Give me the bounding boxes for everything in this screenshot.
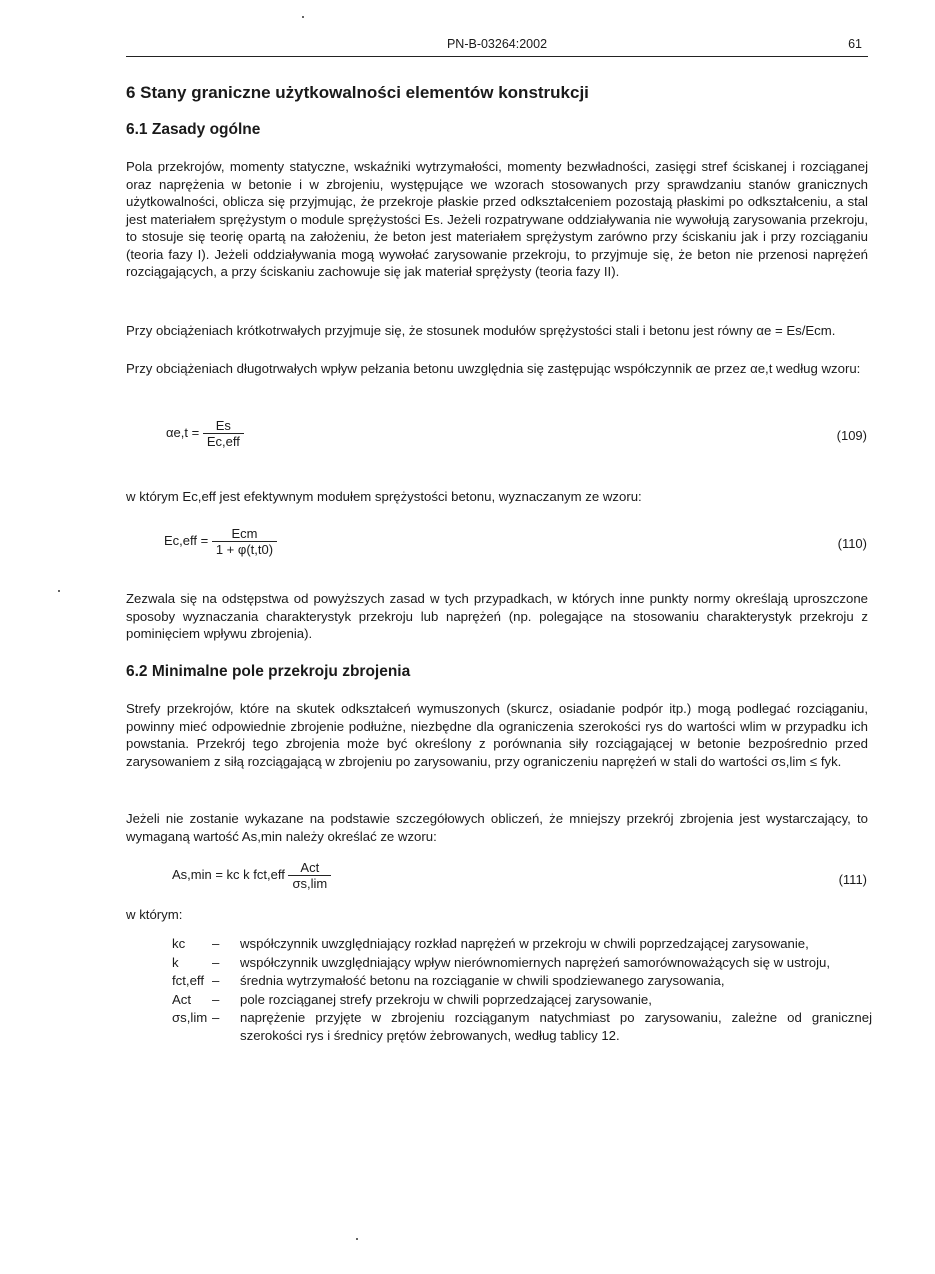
equation-111-number: (111) bbox=[838, 872, 867, 887]
eq110-numerator: Ecm bbox=[212, 526, 277, 542]
eq110-lhs: Ec,eff = bbox=[164, 532, 209, 548]
definition-text: naprężenie przyjęte w zbrojeniu rozciąganym natychmiast po zarysowaniu, zależne od granicznej szerokości rys i średnicy prętów żebrowanych, według tablicy 12. bbox=[240, 1010, 872, 1043]
eq110-denominator: 1 + φ(t,t0) bbox=[215, 542, 274, 557]
definition-text: pole rozciąganej strefy przekroju w chwili poprzedzającej zarysowanie, bbox=[240, 991, 652, 1007]
eq111-denominator: σs,lim bbox=[292, 876, 328, 891]
equation-110-number: (110) bbox=[837, 536, 867, 551]
definition-text: współczynnik uwzględniający wpływ nierównomiernych naprężeń samorównoważących się w ustroju, bbox=[240, 954, 831, 970]
definition-dash: – bbox=[212, 991, 220, 1007]
definition-text: średnia wytrzymałość betonu na rozciąganie w chwili spodziewanego zarysowania, bbox=[240, 973, 725, 988]
definition-symbol: Act bbox=[172, 991, 192, 1007]
scan-speck bbox=[58, 590, 60, 592]
definition-item bbox=[172, 935, 872, 953]
eq111-lhs: As,min = kc k fct,eff bbox=[172, 866, 285, 882]
eq109-lhs: αe,t = bbox=[166, 424, 200, 440]
definition-item bbox=[172, 972, 872, 990]
section-6-1-paragraph-3: Zezwala się na odstępstwa od powyższych zasad w tych przypadkach, w których inne punkty normy określają uproszczone sposoby wyznaczania charakterystyk przekroju lub naprężeń (np. polegające na stosowaniu charakterystyk przekroju z pominięciem wpływu zbrojenia). bbox=[126, 591, 868, 641]
scan-speck bbox=[356, 1238, 358, 1240]
eq111-numerator: Act bbox=[288, 860, 331, 876]
section-6-title: 6 Stany graniczne użytkowalności elementów konstrukcji bbox=[126, 83, 589, 102]
eq109-fraction bbox=[203, 418, 244, 449]
section-6-1-where-1: w którym Ec,eff jest efektywnym modułem sprężystości betonu, wyznaczanym ze wzoru: bbox=[126, 489, 642, 504]
eq109-numerator: Es bbox=[203, 418, 244, 434]
definition-symbol: σs,lim bbox=[172, 1010, 208, 1025]
section-6-2-title: 6.2 Minimalne pole przekroju zbrojenia bbox=[126, 663, 411, 680]
section-6-1-title: 6.1 Zasady ogólne bbox=[126, 121, 261, 138]
header-rule bbox=[126, 56, 868, 57]
eq111-fraction bbox=[288, 860, 331, 891]
page-header bbox=[126, 36, 868, 56]
eq109-denominator: Ec,eff bbox=[206, 434, 240, 449]
scan-speck bbox=[302, 16, 304, 18]
standard-code: PN-B-03264:2002 bbox=[446, 37, 548, 51]
equation-110 bbox=[164, 526, 277, 557]
equation-109 bbox=[166, 418, 244, 449]
equation-109-number: (109) bbox=[836, 428, 867, 443]
eq110-fraction bbox=[212, 526, 277, 557]
definition-symbol: kc bbox=[172, 936, 186, 951]
definition-text: współczynnik uwzględniający rozkład naprężeń w przekroju w chwili poprzedzającej zarysowanie, bbox=[240, 936, 809, 951]
section-6-2-paragraph-1: Strefy przekrojów, które na skutek odkształceń wymuszonych (skurcz, osiadanie podpór itp.) mogą podlegać rozciąganiu, powinny mieć odpowiednie zbrojenie podłużne, niezbędne dla ograniczenia szerokości rys do wartości wlim w przypadku ich powstania. Przekrój tego zbrojenia może być określony z porównania siły rozciągającej w betonie bezpośrednio przed zarysowaniem z siłą rozciągającą w zbrojeniu po zarysowaniu, przy ograniczeniu naprężeń w stali do wartości σs,lim ≤ fyk. bbox=[126, 701, 868, 769]
section-6-1-paragraph-1: Pola przekrojów, momenty statyczne, wskaźniki wytrzymałości, momenty bezwładności, zasięgi stref ściskanej i rozciąganej oraz naprężenia w betonie i w zbrojeniu, występujące we wzorach stosowanych przy sprawdzaniu stanów granicznych użytkowalności, oblicza się przyjmując, że przekroje płaskie przed odkształceniem pozostają płaskimi po odkształceniu, a stal jest materiałem sprężystym o module sprężystości Es. Jeżeli rozpatrywane oddziaływania nie wywołują zarysowania przekroju, to stosuje się teorię opartą na założeniu, że beton jest materiałem sprężystym zarówno przy ściskaniu jak i przy rozciąganiu (teoria fazy I). Jeżeli oddziaływania mogą wywołać zarysowanie przekroju, to przyjmuje się, że beton nie przenosi naprężeń rozciągających, a przy ściskaniu zachowuje się jak materiał sprężysty (teoria fazy II). bbox=[126, 159, 868, 279]
section-6-1-paragraph-2a: Przy obciążeniach krótkotrwałych przyjmuje się, że stosunek modułów sprężystości stali i betonu jest równy αe = Es/Ecm. bbox=[126, 323, 836, 338]
definitions-list bbox=[172, 935, 872, 1045]
definition-dash: – bbox=[212, 973, 220, 988]
definition-symbol: k bbox=[172, 954, 179, 970]
definition-dash: – bbox=[212, 954, 220, 970]
equation-111 bbox=[172, 860, 331, 891]
definition-dash: – bbox=[212, 1010, 220, 1025]
definition-item bbox=[172, 1009, 872, 1044]
section-6-1-paragraph-2b: Przy obciążeniach długotrwałych wpływ pełzania betonu uwzględnia się zastępując współczynnik αe przez αe,t według wzoru: bbox=[126, 361, 861, 376]
definition-symbol: fct,eff bbox=[172, 973, 205, 988]
definition-item bbox=[172, 991, 872, 1009]
where-label: w którym: bbox=[126, 907, 183, 922]
page-number: 61 bbox=[848, 37, 862, 51]
definition-dash: – bbox=[212, 936, 220, 951]
definition-item bbox=[172, 954, 872, 972]
section-6-2-paragraph-2: Jeżeli nie zostanie wykazane na podstawie szczegółowych obliczeń, że mniejszy przekrój zbrojenia jest wystarczający, to wymaganą wartość As,min należy określać ze wzoru: bbox=[126, 811, 868, 844]
